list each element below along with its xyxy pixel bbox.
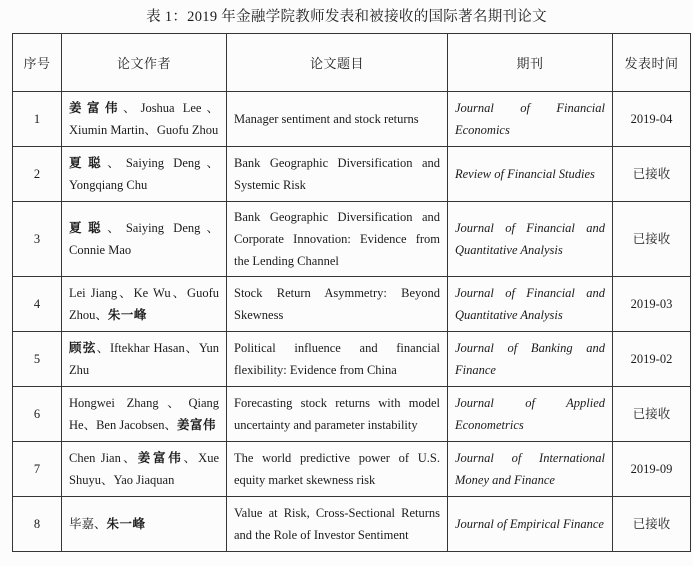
paper-title-cell: Political influence and financial flexibility: Evidence from China xyxy=(227,332,448,387)
header-serial-number: 序号 xyxy=(13,34,62,92)
publish-date-cell: 已接收 xyxy=(613,497,691,552)
publish-date-cell: 2019-09 xyxy=(613,442,691,497)
serial-number-cell: 1 xyxy=(13,92,62,147)
table-caption: 表 1：2019 年金融学院教师发表和被接收的国际著名期刊论文 xyxy=(146,9,547,25)
author-name-emphasized: 顾弦 xyxy=(69,341,97,355)
author-names: 、Xue Shuyu、Yao Jiaquan xyxy=(69,451,219,487)
paper-title-cell: The world predictive power of U.S. equity market skewness risk xyxy=(227,442,448,497)
table-body xyxy=(13,92,691,552)
serial-number-cell: 8 xyxy=(13,497,62,552)
papers-table xyxy=(12,33,691,552)
header-journal: 期刊 xyxy=(448,34,613,92)
table-row xyxy=(13,442,691,497)
serial-number-cell: 6 xyxy=(13,387,62,442)
serial-number-cell: 2 xyxy=(13,147,62,202)
journal-cell: Journal of Financial and Quantitative Analysis xyxy=(448,202,613,277)
author-name-emphasized: 朱一峰 xyxy=(106,517,146,531)
serial-number-cell: 4 xyxy=(13,277,62,332)
author-names: 、Joshua Lee、Xiumin Martin、Guofu Zhou xyxy=(69,101,219,137)
table-row xyxy=(13,277,691,332)
author-name-emphasized: 姜富伟 xyxy=(176,418,216,432)
paper-title-cell: Value at Risk, Cross-Sectional Returns and the Role of Investor Sentiment xyxy=(227,497,448,552)
journal-cell: Journal of International Money and Finance xyxy=(448,442,613,497)
publish-date-cell: 已接收 xyxy=(613,147,691,202)
header-paper-title: 论文题目 xyxy=(227,34,448,92)
author-names: Lei Jiang、Ke Wu、Guofu Zhou、 xyxy=(69,286,219,322)
author-names: Hongwei Zhang、Qiang He、Ben Jacobsen、 xyxy=(69,396,219,432)
authors-cell xyxy=(62,497,227,552)
serial-number-cell: 3 xyxy=(13,202,62,277)
authors-cell xyxy=(62,442,227,497)
table-row xyxy=(13,92,691,147)
paper-title-cell: Manager sentiment and stock returns xyxy=(227,92,448,147)
authors-cell xyxy=(62,147,227,202)
journal-cell: Journal of Banking and Finance xyxy=(448,332,613,387)
table-row xyxy=(13,497,691,552)
journal-cell: Journal of Financial and Quantitative Analysis xyxy=(448,277,613,332)
journal-cell: Review of Financial Studies xyxy=(448,147,613,202)
journal-cell: Journal of Applied Econometrics xyxy=(448,387,613,442)
authors-cell xyxy=(62,92,227,147)
paper-title-cell: Forecasting stock returns with model uncertainty and parameter instability xyxy=(227,387,448,442)
author-name-emphasized: 姜富伟 xyxy=(69,101,124,115)
table-row xyxy=(13,202,691,277)
author-name-emphasized: 夏聪 xyxy=(69,221,108,235)
author-names: 毕嘉、 xyxy=(69,517,107,531)
author-name-emphasized: 姜富伟 xyxy=(137,451,184,465)
table-row xyxy=(13,147,691,202)
paper-title-cell: Bank Geographic Diversification and Corporate Innovation: Evidence from the Lending Channel xyxy=(227,202,448,277)
authors-cell xyxy=(62,277,227,332)
authors-cell xyxy=(62,387,227,442)
author-names: 、Saiying Deng、Connie Mao xyxy=(69,221,219,257)
authors-cell xyxy=(62,332,227,387)
table-row xyxy=(13,387,691,442)
author-name-emphasized: 夏聪 xyxy=(69,156,108,170)
table-row xyxy=(13,332,691,387)
author-names: Chen Jian、 xyxy=(69,451,138,465)
header-row xyxy=(13,34,691,92)
author-names: 、Saiying Deng、Yongqiang Chu xyxy=(69,156,219,192)
paper-title-cell: Bank Geographic Diversification and Systemic Risk xyxy=(227,147,448,202)
authors-cell xyxy=(62,202,227,277)
header-authors: 论文作者 xyxy=(62,34,227,92)
header-publish-date: 发表时间 xyxy=(613,34,691,92)
serial-number-cell: 7 xyxy=(13,442,62,497)
publish-date-cell: 2019-03 xyxy=(613,277,691,332)
publish-date-cell: 2019-04 xyxy=(613,92,691,147)
journal-cell: Journal of Empirical Finance xyxy=(448,497,613,552)
paper-title-cell: Stock Return Asymmetry: Beyond Skewness xyxy=(227,277,448,332)
serial-number-cell: 5 xyxy=(13,332,62,387)
publish-date-cell: 已接收 xyxy=(613,202,691,277)
publish-date-cell: 2019-02 xyxy=(613,332,691,387)
author-names: 、Iftekhar Hasan、Yun Zhu xyxy=(69,341,219,377)
journal-cell: Journal of Financial Economics xyxy=(448,92,613,147)
author-name-emphasized: 朱一峰 xyxy=(107,308,147,322)
publish-date-cell: 已接收 xyxy=(613,387,691,442)
